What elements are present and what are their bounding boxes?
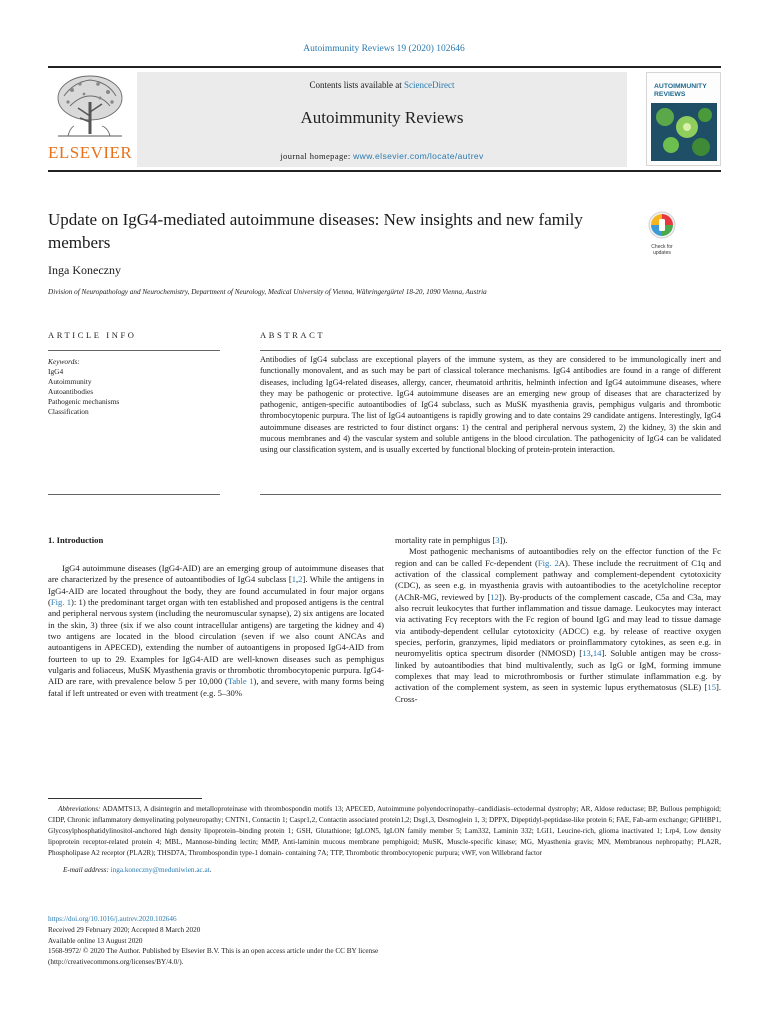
license-text: 1568-9972/ © 2020 The Author. Published by Elsevier B.V. This is an open access article under the CC BY license [48,947,379,956]
abbreviations-text: ADAMTS13, A disintegrin and metalloproteinase with thrombospondin motifs 13; APECED, Autoimmune polyendocrinopathy–candidiasis–ectodermal dystrophy; AR, Aldose reductase; BP, Bullous pemphigoid; CIDP, Chronic inflammatory demyelinating polyneuropathy; CNTN1, Contactin 1; Caspr1,2, Contactin associated protein1,2; Dsg1,3, Desmoglein 1, 3; DPPX, Dipeptidyl-peptidase-like protein 6; FAE, Fab-arm exchange; GPIHBP1, Glycosylphosphatidylinositol-anchored high density lipoprotein–binding protein 1; GSH, Glutathione; IgLON5, IgLON family member 5; Lam332, Laminin 332; LGI1, Leucine-rich, glioma inactivated 1; Lrp4, Low density lipoprotein receptor-related protein 4; MBL, Mannose-binding lectin; MMP, Anti-laminin mucous membrane pemphigoid; MuSK, Muscle-specific kinase; MG, Myasthenia gravis; MN, Membranous nephropathy; PLA2R, Phospholipase A2 receptor (PLA2R); THSD7A, Thrombospondin type-1 domain- containing 7A; TTP, Thrombotic thrombocytopenic purpura; vWF, von Willebrand factor [48,805,721,857]
journal-masthead [137,72,627,167]
paragraph-text: , [296,574,299,585]
citation-link[interactable]: 14 [592,648,602,659]
contents-prefix: Contents lists available at [309,80,404,90]
paragraph-text: Most pathogenic mechanisms of autoantibodies rely on the effector function of the Fc region and can be called Fc-dependent ( [395,546,721,568]
article-info-rule-bottom [48,494,220,495]
keyword-item: IgG4 [48,367,64,376]
abstract-rule-bottom [260,494,721,495]
online-date: Available online 13 August 2020 [48,936,143,945]
received-dates: Received 29 February 2020; Accepted 8 March 2020 [48,925,201,934]
figure-link[interactable]: Fig. 1 [50,597,72,608]
citation-link[interactable]: 3 [495,535,500,545]
body-column-left [48,563,384,699]
keywords-block [48,357,218,417]
keyword-item: Autoantibodies [48,387,94,396]
email-end: . [209,866,212,874]
paragraph-text: ]). By-products of the complement cascade, C5a and C3a, may also recruit leukocytes that further inflammation and tissue damage. Leukocytes may interact via activating Fcγ receptors with the Fc region of bound IgG and may lead to tissue damage via antibody-dependent cellular cytotoxicity (ADCC) e.g. by release of reactive oxygen species, perforin, granzymes, lipid mediators or proinflammatory cytokines, as seen e.g. in neuromyelitis optica spectrum disorder (NMOSD) [ [395,591,721,659]
journal-cover-thumbnail[interactable] [646,72,721,166]
figure-link[interactable]: Fig. 2 [537,557,559,568]
paragraph-text: ]. Soluble antigen may be cross-linked by autoantibodies that bind multivalently, such as IgG or IgM, forming immune complexes that may lead to microthrombosis or further stimulate inflammation e.g. by activation of the complement system, as seen in systemic lupus erythematosus (SLE) [ [395,648,721,693]
intro-paragraph-2 [395,546,721,705]
top-rule [48,66,721,68]
paragraph-text: A). These include the recruitment of C1q and activation of the classical complement pathway and complement-dependent cytotoxicity (CDC), as seen e.g. in myasthenia gravis with autoantibodies to the acetylcholine receptor (AChR-MG, reviewed by [ [395,557,721,602]
journal-name: Autoimmunity Reviews [300,108,464,127]
citation-link[interactable]: 12 [490,591,499,602]
citation-link[interactable]: 15 [707,682,716,693]
article-info-rule-top [48,350,220,351]
footnote-rule [48,798,202,799]
paragraph-text: ]. Cross- [395,682,721,704]
check-for-updates-icon [645,210,679,240]
paragraph-text: , [590,648,593,659]
crossmark-badge[interactable] [645,210,679,254]
table-link[interactable]: Table 1 [227,676,254,687]
intro-paragraph-1 [48,563,384,699]
abstract-rule-top [260,350,721,351]
body-column-right [395,535,721,705]
article-title: Update on IgG4-mediated autoimmune diseases: New insights and new family members [48,210,583,252]
homepage-prefix: journal homepage: [280,151,354,161]
paragraph-text: ]). [499,535,508,545]
keyword-item: Autoimmunity [48,377,92,386]
abstract-heading: ABSTRACT [260,330,326,340]
abstract-text: Antibodies of IgG4 subclass are exceptional players of the immune system, as they are considered to be immunologically inert and functionally monovalent, and as such may be part of classical tolerance mechanisms. IgG4 antibodies are found in a range of different diseases, including IgG4-related diseases, allergy, cancer, rheumatoid arthritis, helminth infection and IgG4 autoimmune diseases, where they may be pathogenic or protective. IgG4 autoimmune diseases are an emerging new group of diseases that are characterized by pathogenic, antigen-specific autoantibodies of IgG4 subclass, such as MuSK myasthenia gravis, pemphigus vulgaris and thrombotic thrombocytopenic purpura. The list of IgG4 autoantigens is rapidly growing and to date contains 29 candidate antigens. Interestingly, IgG4 autoimmune diseases are restricted to four distinct organs: 1) the central and peripheral nervous system, 2) the kidney, 3) the skin and mucous membranes and 4) the vascular system and soluble antigens in the blood circulation. The pathogenicity of IgG4 can be validated using our classification system, and is usually excerted by functional blocking of protein-protein interaction. [260,355,721,455]
paragraph-text: ), and severe, with many forms being fatal if left untreated or even with treatment (e.g. 5–30% [48,676,384,698]
homepage-line [137,151,627,161]
citation-link[interactable]: 13 [582,648,591,659]
keyword-item: Pathogenic mechanisms [48,397,120,406]
crossmark-label: Check for updates [651,244,673,256]
author-name: Inga Koneczny [48,263,121,277]
citation-link[interactable]: 2 [298,574,303,585]
cover-title: AUTOIMMUNITY REVIEWS [654,83,707,98]
section-heading-introduction: 1. Introduction [48,535,104,545]
author-affiliation: Division of Neuropathology and Neurochemistry, Department of Neurology, Medical University of Vienna, Währingergürtel 18-20, 1090 Vienna, Austria [48,288,487,296]
paragraph-text: mortality rate in pemphigus [ [395,535,496,545]
email-link[interactable]: inga.koneczny@meduniwien.ac.at [110,866,210,874]
paragraph-text: IgG4 autoimmune diseases (IgG4-AID) are an emerging group of autoimmune diseases that are characterized by the presence of autoantibodies of IgG4 subclass [ [48,563,384,585]
journal-reference[interactable]: Autoimmunity Reviews 19 (2020) 102646 [303,44,465,54]
elsevier-wordmark: ELSEVIER [48,143,133,162]
header-rule [48,170,721,172]
article-info-heading: ARTICLE INFO [48,330,137,340]
keyword-item: Classification [48,407,89,416]
homepage-link[interactable]: www.elsevier.com/locate/autrev [353,151,484,161]
license-url: (http://creativecommons.org/licenses/BY/4.0/). [48,958,184,967]
email-label: E-mail address: [63,866,109,874]
paragraph-text: ): 1) the predominant target organ with ten established and proposed antigens is the central and peripheral nervous system (including the neuromuscular synapse), 2) six antigens are located in the skin, 3) three (six if we also count intracellular antigens) are targeting the kidney and 4) two antigens are located in the blood circulation (seven if we also count ANCAs and autoantigens in APECED), extending the number of autoantigens in proposed IgG4-AID from fourteen to up to 29. Examples for IgG4-AID are well-known diseases such as pemphigus vulgaris and foliaceus, MuSK Myasthenia gravis or thrombotic thrombocytopenic purpura. IgG4-AID are rare, with prevalence below 5 per 10,000 ( [48,597,384,687]
sciencedirect-link[interactable]: ScienceDirect [404,80,455,90]
elsevier-tree-icon [50,72,130,144]
abbreviations-label: Abbreviations: [58,805,101,813]
abbreviations-footnote [48,804,721,859]
email-footnote [63,866,211,874]
contents-line [137,80,627,90]
elsevier-logo[interactable] [48,72,132,164]
citation-link[interactable]: 1 [291,574,296,585]
intro-paragraph-continued [395,535,721,546]
doi-link[interactable]: https://doi.org/10.1016/j.autrev.2020.102646 [48,915,177,923]
publication-info [48,914,608,968]
cover-art-icon [651,103,717,161]
keywords-heading: Keywords: [48,357,80,366]
paragraph-text: ]. While the antigens in IgG4-AID are located throughout the body, they are found accumulated in four major organs ( [48,574,384,608]
